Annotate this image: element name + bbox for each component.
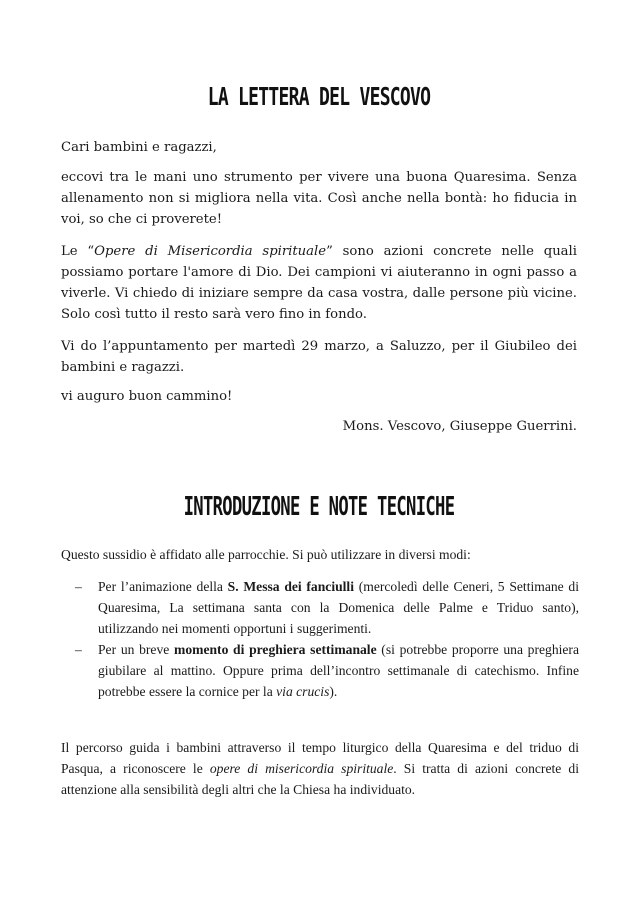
item-text-end: ). <box>329 684 338 699</box>
letter-paragraph-1: eccovi tra le mani uno strumento per vivere una buona Quaresima. Senza allenamento non si migliora nella vita. Così anche nella bontà: ho fiducia in voi, so che ci proverete! <box>61 170 577 227</box>
closing-text-end: . Si tratta di azioni concrete di attenzione alla sensibilità degli altri che la Chiesa ha individuato. <box>61 761 579 797</box>
p2-text-end: ” sono azioni concrete nelle quali possiamo portare l'amore di Dio. Dei campioni vi aiuteranno in ogni passo a viverle. Vi chiedo di iniziare sempre da casa vostra, dalle persone più vicine. Solo così tutto il resto sarà vero fino in fondo. <box>61 244 577 322</box>
item-text-start: Per un breve <box>98 642 174 657</box>
letter-title: LA LETTERA DEL VESCOVO <box>207 82 431 111</box>
letter-paragraph-3: Vi do l’appuntamento per martedì 29 marzo, a Saluzzo, per il Giubileo dei bambini e ragazzi. <box>61 339 577 375</box>
p2-text-start: Le “ <box>61 244 95 259</box>
closing-text-start: Il percorso guida i bambini attraverso il tempo liturgico della Quaresima e del triduo di Pasqua, a riconoscere le <box>61 740 579 776</box>
letter-greeting: Cari bambini e ragazzi, <box>61 140 217 155</box>
list-dash: – <box>75 642 82 657</box>
intro-title: INTRODUZIONE E NOTE TECNICHE <box>183 492 455 522</box>
list-item <box>61 576 579 639</box>
item-bold-text: momento di preghiera settimanale <box>174 642 377 657</box>
letter-paragraph-2 <box>61 241 577 325</box>
list-item <box>61 639 579 702</box>
item-italic-text: via crucis <box>276 684 330 699</box>
p2-italic-text: Opere di Misericordia spirituale <box>94 244 327 259</box>
intro-closing <box>61 737 579 800</box>
item-text-middle: (si potrebbe proporre una preghiera giubilare al mattino. Oppure prima dell’incontro settimanale di catechismo. Infine potrebbe essere la cornice per la <box>98 642 579 699</box>
letter-paragraph-4: vi auguro buon cammino! <box>61 389 233 404</box>
letter-signature: Mons. Vescovo, Giuseppe Guerrini. <box>342 419 577 434</box>
item-bold-text: S. Messa dei fanciulli <box>227 579 354 594</box>
closing-italic-text: opere di misericordia spirituale <box>209 761 394 776</box>
intro-lead: Questo sussidio è affidato alle parrocchie. Si può utilizzare in diversi modi: <box>61 547 471 562</box>
item-text-start: Per l’animazione della <box>98 579 228 594</box>
usage-list <box>61 576 579 702</box>
list-dash: – <box>75 579 82 594</box>
item-text-end: (mercoledì delle Ceneri, 5 Settimane di Quaresima, La settimana santa con la Domenica delle Palme e Triduo santo), utilizzando nei momenti opportuni i suggerimenti. <box>98 579 579 636</box>
